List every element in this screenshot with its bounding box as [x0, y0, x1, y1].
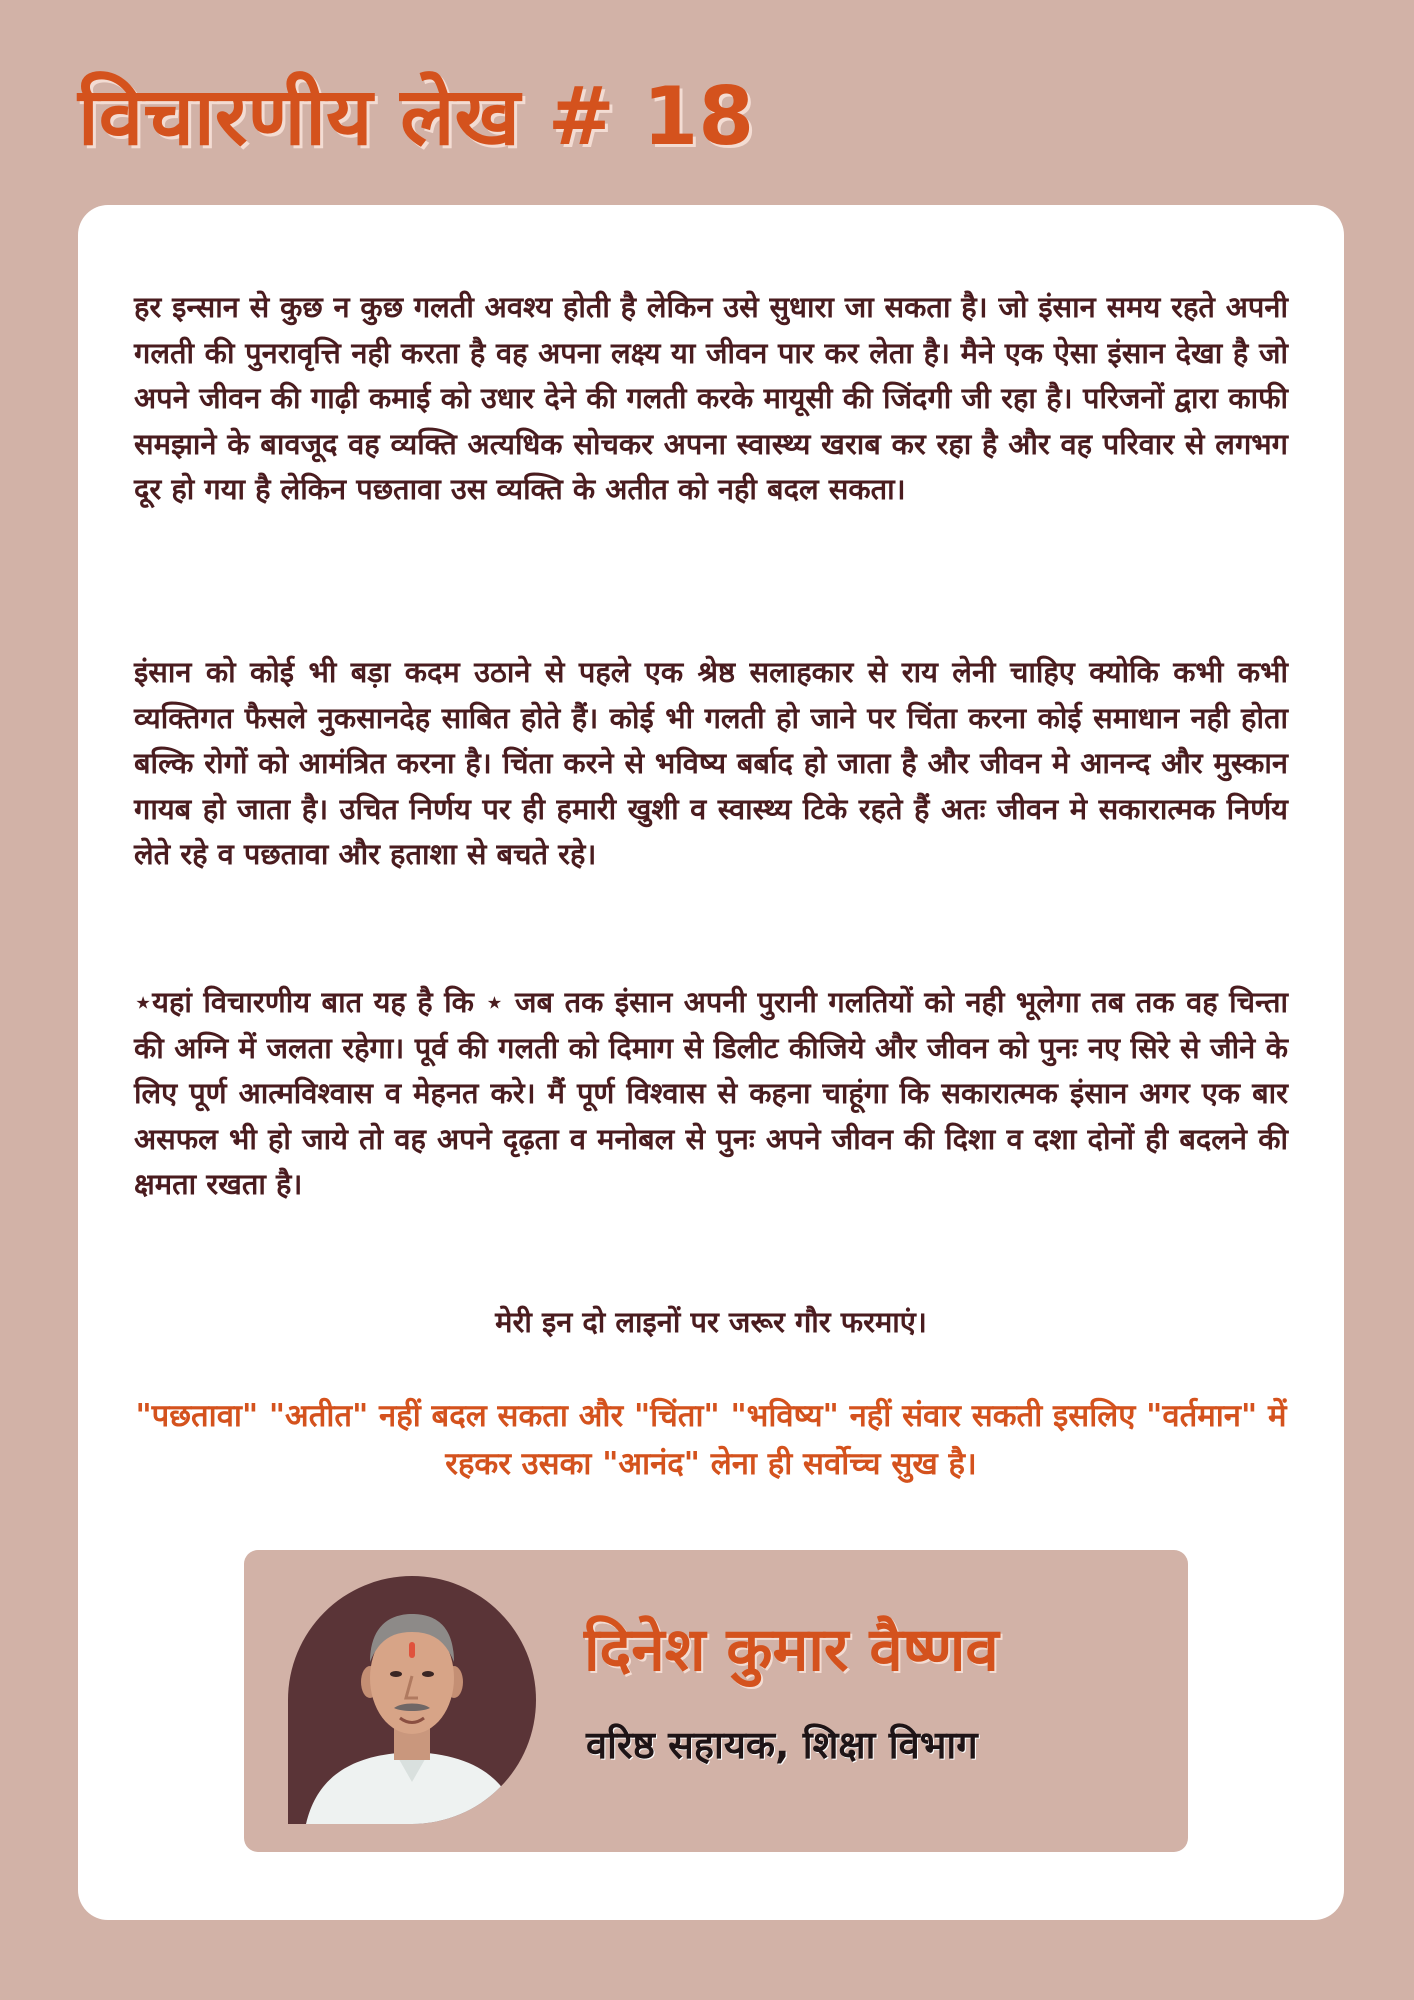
article-card: [78, 205, 1344, 1920]
author-photo: [288, 1576, 536, 1824]
author-role: वरिष्ठ सहायक, शिक्षा विभाग: [586, 1723, 978, 1767]
author-box: [244, 1550, 1188, 1852]
article-heading: विचारणीय लेख # 18: [78, 70, 754, 163]
quote-intro: मेरी इन दो लाइनों पर जरूर गौर फरमाएं।: [495, 1305, 927, 1339]
author-name: दिनेश कुमार वैष्णव: [584, 1615, 999, 1685]
author-portrait-icon: [288, 1576, 536, 1824]
article-paragraph-1: हर इन्सान से कुछ न कुछ गलती अवश्य होती है लेकिन उसे सुधारा जा सकता है। जो इंसान समय रहते अपनी गलती की पुनरावृत्ति नही करता है वह अपना लक्ष्य या जीवन पार कर लेता है। मैने एक ऐसा इंसान देखा है जो अपने जीवन की गाढ़ी कमाई को उधार देने की गलती करके मायूसी की जिंदगी जी रहा है। परिजनों द्वारा काफी समझाने के बावजूद वह व्यक्ति अत्यधिक सोचकर अपना स्वास्थ्य खराब कर रहा है और वह परिवार से लगभग दूर हो गया है लेकिन पछतावा उस व्यक्ति के अतीत को नही बदल सकता।: [134, 290, 1288, 506]
article-paragraph-3: ⋆यहां विचारणीय बात यह है कि ⋆ जब तक इंसान अपनी पुरानी गलतियों को नही भूलेगा तब तक वह चिन्ता की अग्नि में जलता रहेगा। पूर्व की गलती को दिमाग से डिलीट कीजिये और जीवन को पुनः नए सिरे से जीने के लिए पूर्ण आत्मविश्वास व मेहनत करे। मैं पूर्ण विश्वास से कहना चाहूंगा कि सकारात्मक इंसान अगर एक बार असफल भी हो जाये तो वह अपने दृढ़ता व मनोबल से पुनः अपने जीवन की दिशा व दशा दोनों ही बदलने की क्षमता रखता है।: [134, 985, 1288, 1201]
highlight-quote: "पछतावा" "अतीत" नहीं बदल सकता और "चिंता" "भविष्य" नहीं संवार सकती इसलिए "वर्तमान" में रहकर उसका "आनंद" लेना ही सर्वोच्च सुख है।: [135, 1398, 1287, 1482]
article-paragraph-2: इंसान को कोई भी बड़ा कदम उठाने से पहले एक श्रेष्ठ सलाहकार से राय लेनी चाहिए क्योकि कभी कभी व्यक्तिगत फैसले नुकसानदेह साबित होते हैं। कोई भी गलती हो जाने पर चिंता करना कोई समाधान नही होता बल्कि रोगों को आमंत्रित करना है। चिंता करने से भविष्य बर्बाद हो जाता है और जीवन मे आनन्द और मुस्कान गायब हो जाता है। उचित निर्णय पर ही हमारी खुशी व स्वास्थ्य टिके रहते हैं अतः जीवन मे सकारात्मक निर्णय लेते रहे व पछतावा और हताशा से बचते रहे।: [134, 655, 1288, 871]
